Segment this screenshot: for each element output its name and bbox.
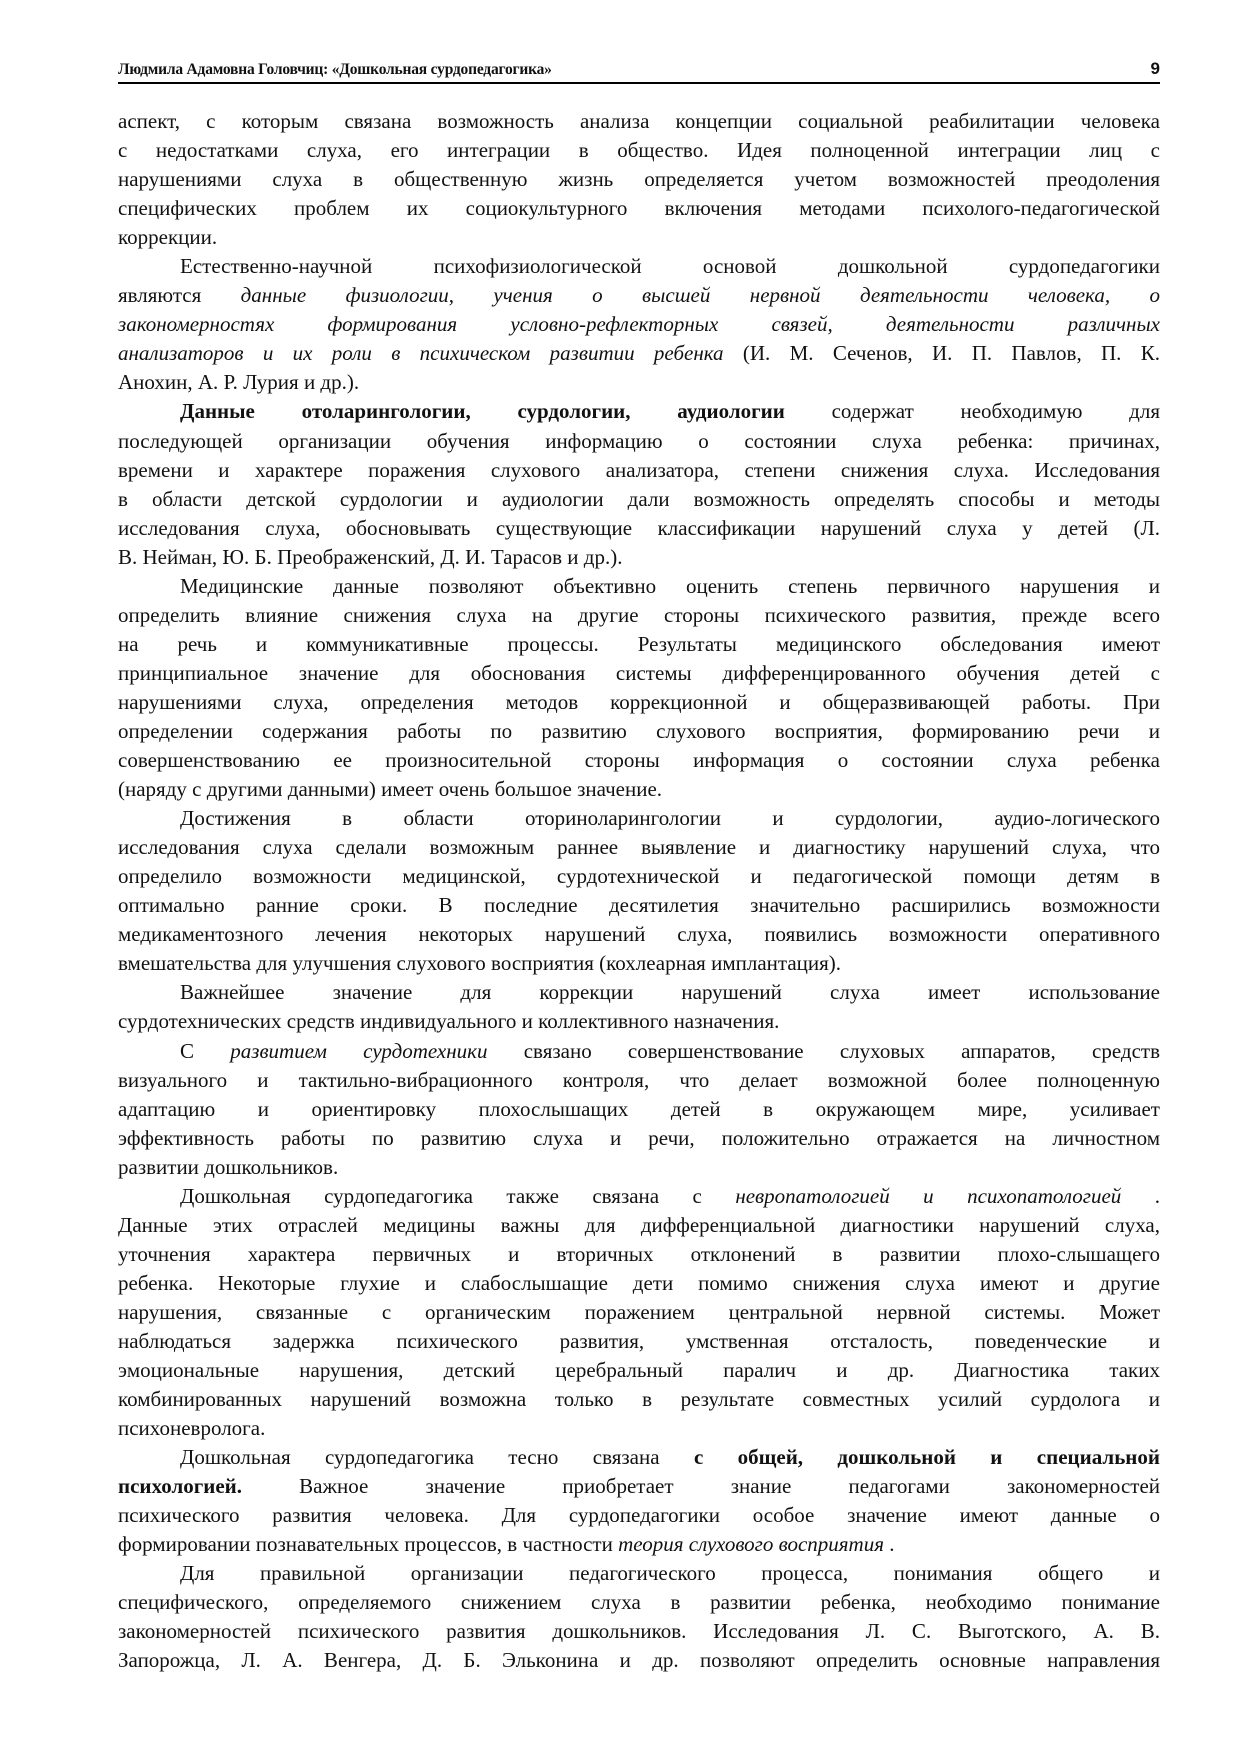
text-run: аспект, с которым связана возможность анализа концепции социальной реабилитации человека: [118, 109, 1160, 133]
text-line: [118, 833, 1160, 862]
italic-text: невропатологией и психопатологией: [735, 1183, 1122, 1208]
text-run: Данные этих отраслей медицины важны для дифференциальной диагностики нарушений слуха,: [118, 1212, 1160, 1237]
paragraph: [118, 804, 1160, 978]
text-line: [118, 1356, 1160, 1385]
text-line: [118, 1007, 1160, 1036]
bold-text: с общей, дошкольной и специальной: [693, 1445, 1160, 1470]
paragraph: [118, 1037, 1160, 1182]
text-line: [118, 310, 1160, 339]
text-run: являются: [118, 283, 241, 308]
text-line: [118, 746, 1160, 775]
text-line: [118, 1095, 1160, 1124]
text-run: времени и характере поражения слухового анализатора, степени снижения слуха. Исследования: [118, 457, 1160, 482]
text-line: [118, 107, 1160, 136]
text-line: [118, 630, 1160, 659]
text-run: визуального и тактильно-вибрационного контроля, что делает возможной более полноценную: [118, 1067, 1160, 1092]
text-run: на речь и коммуникативные процессы. Результаты медицинского обследования имеют: [118, 631, 1160, 656]
bold-text: Данные отоларингологии, сурдологии, аудиологии: [180, 399, 785, 424]
text-line: [118, 1037, 1160, 1066]
text-run: специфического, определяемого снижением слуха в развитии ребенка, необходимо понимание: [118, 1590, 1160, 1615]
italic-text: теория слухового восприятия: [618, 1532, 884, 1557]
italic-text: закономерностях формирования условно-рефлекторных связей, деятельности различных: [118, 312, 1160, 337]
text-line: [118, 659, 1160, 688]
text-line: [118, 1153, 1160, 1182]
text-line: [118, 1327, 1160, 1356]
text-run: вмешательства для улучшения слухового восприятия (кохлеарная имплантация).: [118, 951, 842, 976]
text-run: ребенка. Некоторые глухие и слабослышащие дети помимо снижения слуха имеют и другие: [118, 1270, 1160, 1295]
text-run: Дошкольная сурдопедагогика также связана с: [180, 1183, 736, 1208]
text-run: Естественно-научной психофизиологической основой дошкольной сурдопедагогики: [180, 254, 1160, 279]
text-run: Медицинские данные позволяют объективно оценить степень первичного нарушения и: [180, 573, 1160, 598]
text-run: в области детской сурдологии и аудиологии дали возможность определять способы и методы: [118, 486, 1160, 511]
text-line: [118, 339, 1160, 368]
text-line: [118, 891, 1160, 920]
text-line: [118, 804, 1160, 833]
text-run: Запорожца, Л. А. Венгера, Д. Б. Эльконина и др. позволяют определить основные направления: [118, 1648, 1160, 1673]
text-line: [118, 252, 1160, 281]
text-line: [118, 1443, 1160, 1472]
text-run: В. Нейман, Ю. Б. Преображенский, Д. И. Тарасов и др.).: [118, 544, 623, 569]
italic-text: анализаторов и их роли в психическом развитии ребенка: [118, 341, 724, 366]
text-run: наблюдаться задержка психического развития, умственная отсталость, поведенческие и: [118, 1328, 1160, 1353]
text-line: [118, 1646, 1160, 1675]
text-run: последующей организации обучения информацию о состоянии слуха ребенка: причинах,: [118, 428, 1160, 453]
text-run: определило возможности медицинской, сурдотехнической и педагогической помощи детям в: [118, 864, 1160, 889]
text-line: [118, 601, 1160, 630]
text-run: исследования слуха, обосновывать существующие классификации нарушений слуха у детей (Л.: [118, 515, 1160, 540]
text-line: [118, 1182, 1160, 1211]
text-line: [118, 194, 1160, 223]
text-run: Достижения в области оториноларингологии и сурдологии, аудио-логического: [180, 806, 1160, 831]
text-line: [118, 1617, 1160, 1646]
text-line: [118, 1124, 1160, 1153]
text-line: [118, 543, 1160, 572]
running-title: Людмила Адамовна Головчиц: «Дошкольная сурдопедагогика»: [118, 61, 552, 78]
text-run: Важнейшее значение для коррекции нарушений слуха имеет использование: [180, 980, 1160, 1005]
text-line: [118, 165, 1160, 194]
text-line: [118, 1472, 1160, 1501]
paragraph: [118, 1182, 1160, 1443]
text-line: [118, 1211, 1160, 1240]
text-run: формировании познавательных процессов, в частности: [118, 1532, 619, 1557]
text-run: психического развития человека. Для сурдопедагогики особое значение имеют данные о: [118, 1503, 1160, 1528]
text-line: [118, 397, 1160, 426]
text-run: оптимально ранние сроки. В последние десятилетия значительно расширились возможности: [118, 893, 1160, 918]
text-run: с недостатками слуха, его интеграции в общество. Идея полноценной интеграции лиц с: [118, 138, 1160, 163]
paragraph: [118, 978, 1160, 1036]
text-line: [118, 688, 1160, 717]
paragraph: [118, 252, 1160, 397]
text-run: эмоциональные нарушения, детский церебральный паралич и др. Диагностика таких: [118, 1358, 1160, 1383]
text-run: Для правильной организации педагогического процесса, понимания общего и: [180, 1561, 1160, 1586]
text-run: коррекции.: [118, 225, 218, 250]
italic-text: данные физиологии, учения о высшей нервной деятельности человека, о: [240, 283, 1161, 308]
text-line: [118, 1414, 1160, 1443]
text-line: [118, 368, 1160, 397]
text-line: [118, 1240, 1160, 1269]
text-line: [118, 572, 1160, 601]
text-line: [118, 1385, 1160, 1414]
text-line: [118, 1066, 1160, 1095]
text-run: определении содержания работы по развитию слухового восприятия, формированию речи и: [118, 718, 1160, 743]
text-run: комбинированных нарушений возможна только в результате совместных усилий сурдолога и: [118, 1387, 1160, 1412]
paragraph: [118, 572, 1160, 804]
text-run: С: [180, 1038, 231, 1063]
text-line: [118, 978, 1160, 1007]
page-header: [118, 54, 1160, 84]
text-run: определить влияние снижения слуха на другие стороны психического развития, прежде всего: [118, 602, 1160, 627]
text-run: сурдотехнических средств индивидуального и коллективного назначения.: [118, 1009, 780, 1034]
paragraph: [118, 107, 1160, 252]
text-line: [118, 1530, 1160, 1559]
text-line: [118, 456, 1160, 485]
text-run: нарушениями слуха в общественную жизнь определяется учетом возможностей преодоления: [118, 167, 1160, 192]
text-run: (наряду с другими данными) имеет очень большое значение.: [118, 777, 663, 802]
text-line: [118, 1559, 1160, 1588]
text-run: Анохин, А. Р. Лурия и др.).: [118, 370, 360, 395]
text-run: (И. М. Сеченов, И. П. Павлов, П. К.: [723, 341, 1160, 366]
text-run: развитии дошкольников.: [118, 1154, 339, 1179]
text-line: [118, 1269, 1160, 1298]
text-run: .: [883, 1532, 895, 1557]
text-line: [118, 485, 1160, 514]
text-run: принципиальное значение для обоснования системы дифференцированного обучения детей с: [118, 660, 1160, 685]
text-line: [118, 514, 1160, 543]
paragraph: [118, 397, 1160, 571]
text-run: уточнения характера первичных и вторичных отклонений в развитии плохо-слышащего: [118, 1241, 1160, 1266]
page-number: 9: [1150, 59, 1160, 78]
text-line: [118, 920, 1160, 949]
text-run: нарушениями слуха, определения методов коррекционной и общеразвивающей работы. При: [118, 689, 1160, 714]
text-line: [118, 862, 1160, 891]
text-line: [118, 1501, 1160, 1530]
text-line: [118, 949, 1160, 978]
text-run: нарушения, связанные с органическим поражением центральной нервной системы. Может: [118, 1299, 1160, 1324]
text-run: исследования слуха сделали возможным раннее выявление и диагностику нарушений слуха, что: [118, 835, 1160, 860]
text-run: медикаментозного лечения некоторых нарушений слуха, появились возможности оперативного: [118, 922, 1160, 947]
text-line: [118, 427, 1160, 456]
text-run: адаптацию и ориентировку плохослышащих детей в окружающем мире, усиливает: [118, 1096, 1160, 1121]
text-line: [118, 136, 1160, 165]
text-run: совершенствованию ее произносительной стороны информация о состоянии слуха ребенка: [118, 748, 1160, 773]
text-line: [118, 223, 1160, 252]
bold-text: психологией.: [118, 1474, 243, 1499]
italic-text: развитием сурдотехники: [230, 1038, 488, 1063]
text-run: закономерностей психического развития дошкольников. Исследования Л. С. Выготского, А. В.: [118, 1619, 1160, 1644]
paragraph: [118, 1559, 1160, 1675]
text-line: [118, 281, 1160, 310]
text-line: [118, 775, 1160, 804]
text-run: психоневролога.: [118, 1416, 266, 1441]
text-run: связано совершенствование слуховых аппаратов, средств: [487, 1038, 1160, 1063]
text-run: содержат необходимую для: [784, 399, 1160, 424]
text-run: эффективность работы по развитию слуха и речи, положительно отражается на личностном: [118, 1125, 1160, 1150]
text-run: .: [1121, 1183, 1160, 1208]
text-line: [118, 1588, 1160, 1617]
text-run: Важное значение приобретает знание педагогами закономерностей: [242, 1474, 1160, 1499]
paragraph: [118, 1443, 1160, 1559]
text-line: [118, 1298, 1160, 1327]
text-run: Дошкольная сурдопедагогика тесно связана: [180, 1445, 694, 1470]
text-line: [118, 717, 1160, 746]
document-body: [118, 107, 1160, 1676]
text-run: специфических проблем их социокультурного включения методами психолого-педагогической: [118, 196, 1160, 221]
